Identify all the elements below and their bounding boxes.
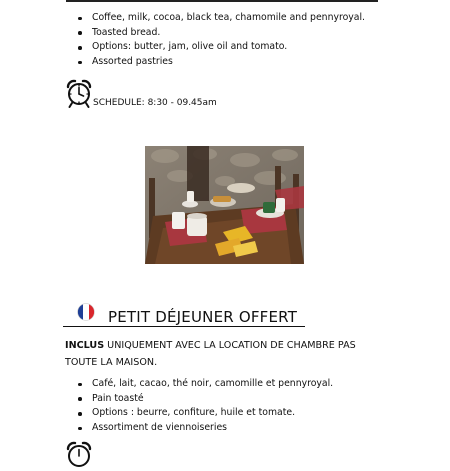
alarm-clock-icon xyxy=(65,79,93,109)
list-item: Pain toasté xyxy=(70,392,333,407)
french-flag-icon xyxy=(77,303,95,321)
breakfast-photo xyxy=(145,146,304,264)
french-section-title: PETIT DÉJEUNER OFFERT xyxy=(108,308,298,326)
list-item: Assorted pastries xyxy=(70,55,365,70)
list-item: Options: butter, jam, olive oil and tomato. xyxy=(70,40,365,55)
top-divider-line xyxy=(66,0,378,2)
included-note xyxy=(65,338,385,371)
list-item: Assortiment de viennoiseries xyxy=(70,421,333,436)
french-menu-list xyxy=(70,377,333,436)
list-item: Toasted bread. xyxy=(70,26,365,41)
alarm-clock-icon xyxy=(65,441,93,471)
included-description: UNIQUEMENT AVEC LA LOCATION DE CHAMBRE PAS TOUTE LA MAISON. xyxy=(65,340,356,368)
list-item: Café, lait, cacao, thé noir, camomille et pennyroyal. xyxy=(70,377,333,392)
title-underline xyxy=(63,326,305,327)
list-item: Coffee, milk, cocoa, black tea, chamomile and pennyroyal. xyxy=(70,11,365,26)
list-item: Options : beurre, confiture, huile et tomate. xyxy=(70,406,333,421)
english-menu-list xyxy=(70,11,365,70)
schedule-text: SCHEDULE: 8:30 - 09.45am xyxy=(93,98,217,108)
included-keyword: INCLUS xyxy=(65,340,105,351)
